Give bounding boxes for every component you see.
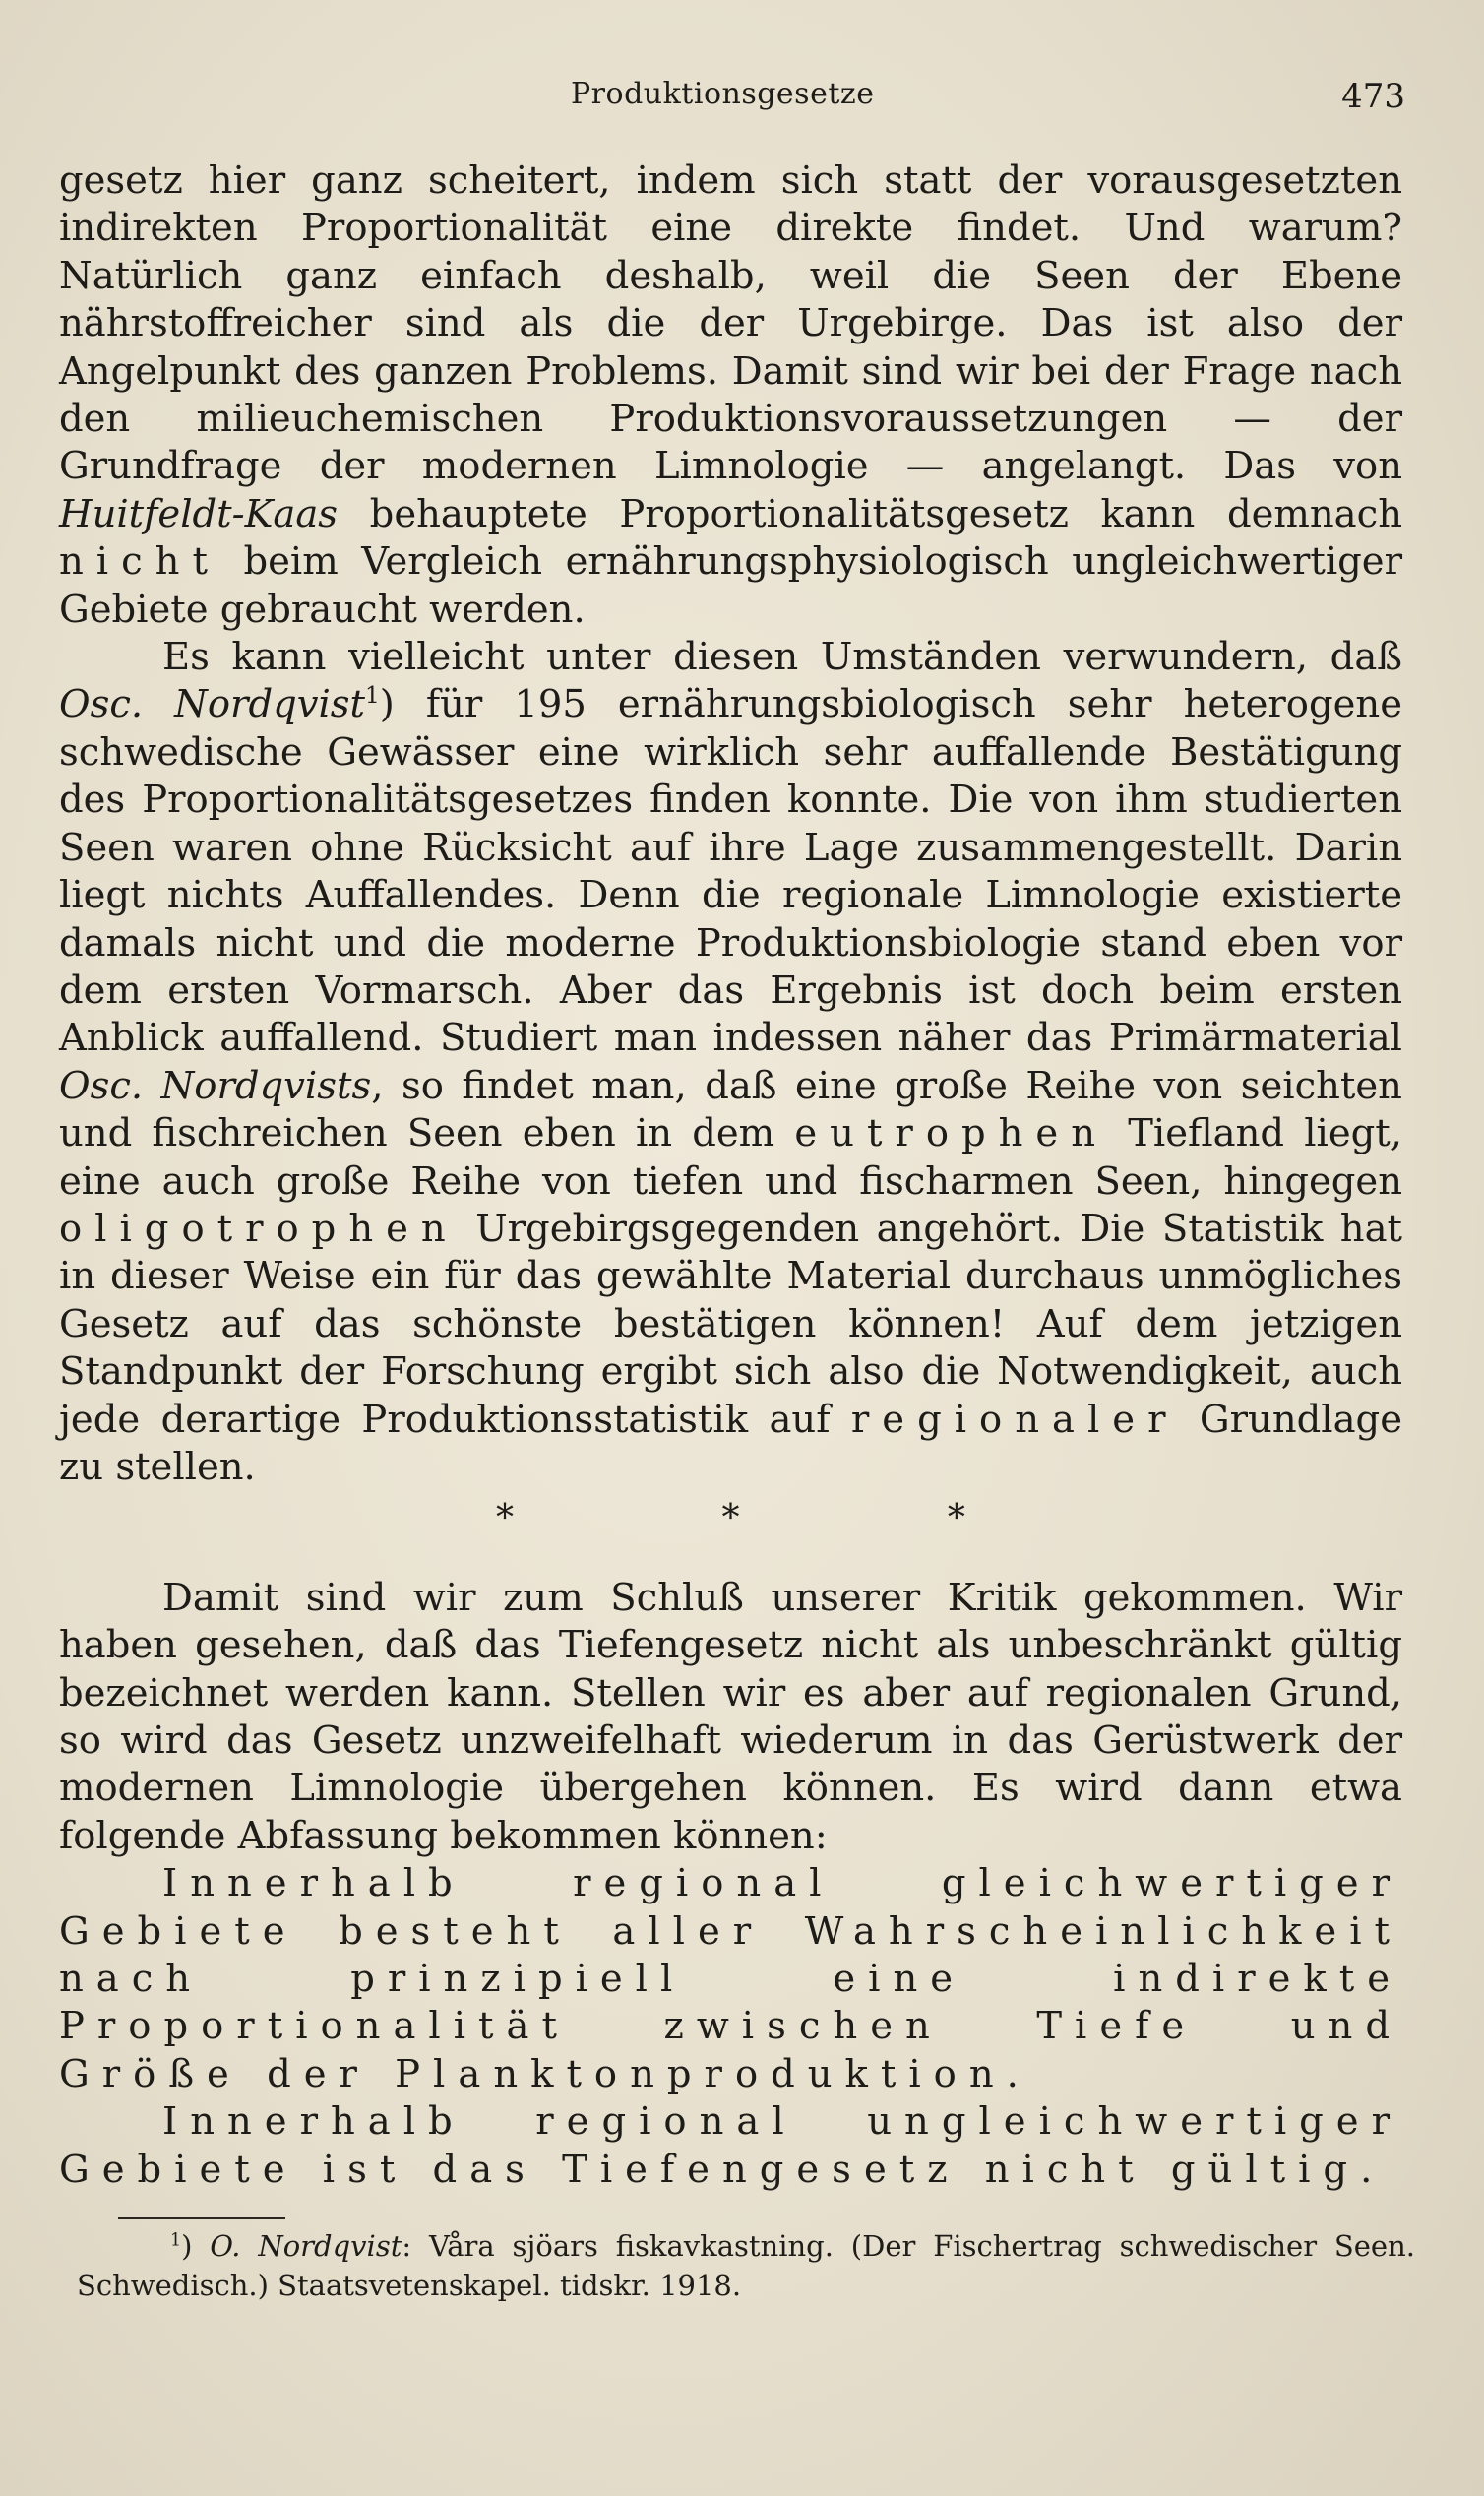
author-name: Osc. Nordqvists	[59, 1063, 372, 1108]
law-statement-2: Innerhalb regional ungleichwertiger Gebiete ist das Tiefengesetz nicht gültig.	[59, 2099, 1402, 2192]
author-name: Huitfeldt-Kaas	[59, 491, 339, 536]
running-title: Produktionsgesetze	[571, 77, 875, 111]
spaced-emphasis: nicht	[59, 539, 220, 585]
paragraph-3: Damit sind wir zum Schluß unserer Kritik gekommen. Wir haben gesehen, daß das Tiefengesetz nicht als unbeschränkt gültig bezeichnet werden kann. Stellen wir es aber auf regionalen Grund, so wird das Gesetz unzweifelhaft wiederum in das Gerüstwerk der modernen Limnologie übergehen können. Es wird dann etwa folgende Abfassung bekommen können:	[59, 1575, 1402, 1858]
spaced-emphasis: regionaler	[850, 1397, 1179, 1442]
footnote-marker: 1	[170, 2230, 182, 2251]
page-header	[59, 77, 1405, 126]
law-statement-1: Innerhalb regional gleichwertiger Gebiete besteht aller Wahrscheinlichkeit nach prinzipiell eine indirekte Proportionalität zwischen Tiefe und Größe der Planktonproduktion.	[59, 1861, 1402, 2096]
footnote: $^1$) O. Nordqvist: Våra sjöars fiskavkastning. (Der Fischertrag schwedischer Seen. Schwedisch.) Staatsvetenskapel. tidskr. 1918.	[77, 2229, 1415, 2302]
footnote-reference: 1	[365, 683, 380, 710]
spaced-emphasis: eutrophen	[794, 1111, 1109, 1156]
footnotes	[77, 2226, 1415, 2305]
body-text	[59, 157, 1402, 2194]
spaced-emphasis: oligotrophen	[59, 1206, 459, 1251]
footnote-author: O. Nordqvist	[210, 2229, 402, 2263]
author-name: Osc. Nordqvist	[59, 682, 366, 727]
footnote-divider	[118, 2217, 285, 2219]
section-divider-asterisks: * * *	[496, 1498, 1064, 1539]
paragraph-2: Es kann vielleicht unter diesen Umständen verwundern, daß Osc. Nordqvist$^1$) für 195 ernährungsbiologisch sehr heterogene schwedische Gewässer eine wirklich sehr auffallende Bestätigung des Proportionalitätsgesetzes finden konnte. Die von ihm studierten Seen waren ohne Rücksicht auf ihre Lage zusammengestellt. Darin liegt nichts Auffallendes. Denn die regionale Limnologie existierte damals nicht und die moderne Produktionsbiologie stand eben vor dem ersten Vormarsch. Aber das Ergebnis ist doch beim ersten Anblick auffallend. Studiert man indessen näher das Primärmaterial Osc. Nordqvists, so findet man, daß eine große Reihe von seichten und fischreichen Seen eben in dem eutrophen Tiefland liegt, eine auch große Reihe von tiefen und fischarmen Seen, hingegen oligotrophen Urgebirgsgegenden angehört. Die Statistik hat in dieser Weise ein für das gewählte Material durchaus unmögliches Gesetz auf das schönste bestätigen können! Auf dem jetzigen Standpunkt der Forschung ergibt sich also die Notwendigkeit, auch jede derartige Produktionsstatistik auf regionaler Grundlage zu stellen.	[59, 635, 1402, 1489]
paragraph-1: gesetz hier ganz scheitert, indem sich statt der vorausgesetzten indirekten Proportionalität eine direkte findet. Und warum? Natürlich ganz einfach deshalb, weil die Seen der Ebene nährstoffreicher sind als die der Urgebirge. Das ist also der Angelpunkt des ganzen Problems. Damit sind wir bei der Frage nach den milieuchemischen Produktionsvoraussetzungen — der Grundfrage der modernen Limnologie — angelangt. Das von Huitfeldt-Kaas behauptete Proportionalitätsgesetz kann demnach nicht beim Vergleich ernährungsphysiologisch ungleichwertiger Gebiete gebraucht werden.	[59, 158, 1402, 632]
footnote-text: : Våra sjöars fiskavkastning. (Der Fischertrag schwedischer Seen. Schwedisch.) Staatsvetenskapel. tidskr. 1918.	[77, 2229, 1415, 2302]
page-number: 473	[1341, 77, 1405, 116]
